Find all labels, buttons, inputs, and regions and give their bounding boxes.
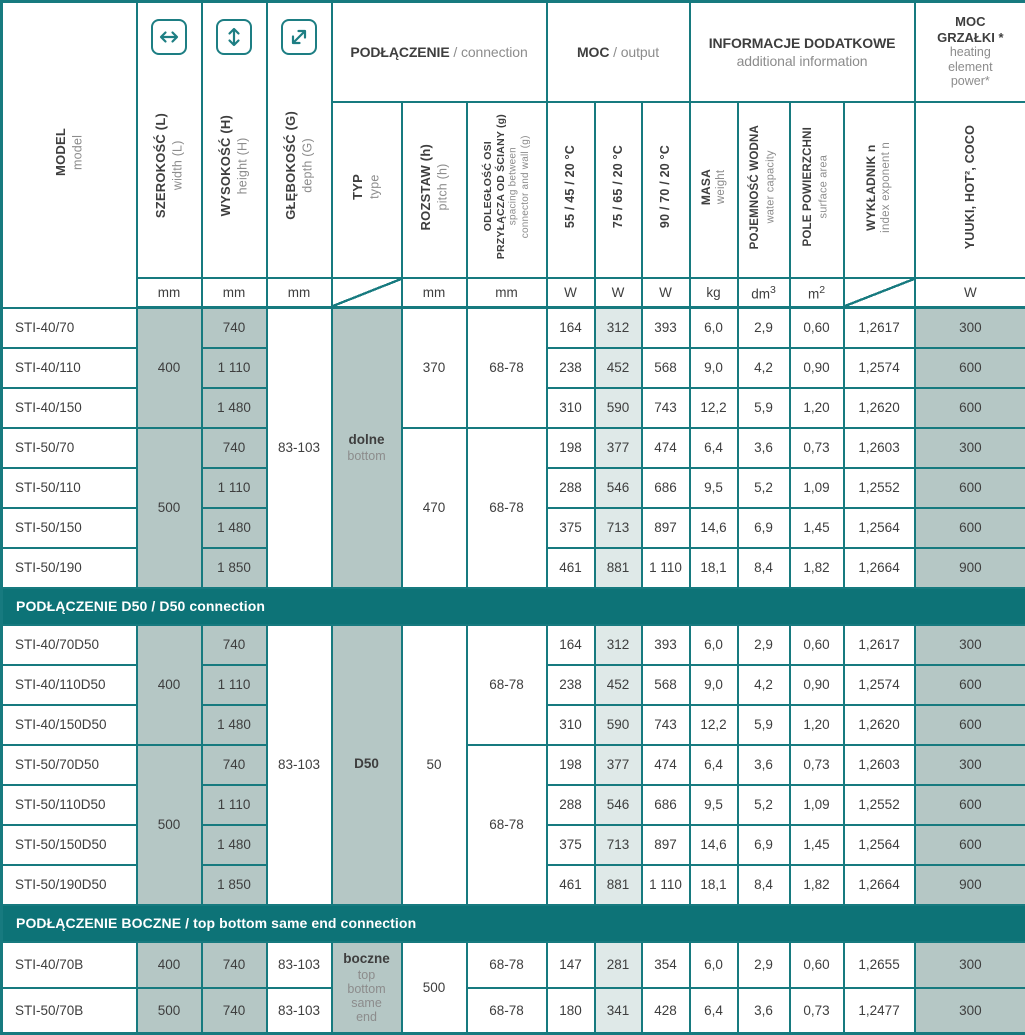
data-cell: 18,1	[690, 548, 738, 588]
type-cell	[332, 625, 402, 905]
data-cell: 18,1	[690, 865, 738, 905]
data-cell: 2,9	[738, 942, 790, 988]
table-row	[2, 625, 1025, 665]
type-label-en: type	[367, 174, 384, 200]
data-cell: 8,4	[738, 865, 790, 905]
model-cell: STI-50/110	[2, 468, 137, 508]
data-cell: 3,6	[738, 988, 790, 1034]
data-cell: 600	[915, 508, 1025, 548]
model-label-en: model	[70, 128, 87, 176]
col-header-depth	[267, 2, 332, 278]
data-cell: 288	[547, 468, 595, 508]
col-header-brands	[915, 102, 1025, 278]
spacing-label-pl2: PRZYŁĄCZA OD ŚCIANY (g)	[494, 114, 507, 259]
data-cell: 590	[595, 705, 642, 745]
data-cell: 1 850	[202, 865, 267, 905]
model-cell: STI-40/110	[2, 348, 137, 388]
data-cell: 6,4	[690, 428, 738, 468]
connection-group-en: / connection	[450, 44, 528, 60]
data-cell: 600	[915, 348, 1025, 388]
heater-label-en1: heating	[916, 45, 1025, 60]
table-body	[2, 308, 1025, 1034]
output-group-en: / output	[609, 44, 659, 60]
data-cell: 0,73	[790, 428, 844, 468]
section-band-row	[2, 905, 1025, 942]
info-group-en: additional information	[691, 52, 914, 70]
data-cell: 0,60	[790, 625, 844, 665]
pitch-label-en: pitch (h)	[434, 144, 451, 230]
data-cell: 300	[915, 745, 1025, 785]
model-cell: STI-40/110D50	[2, 665, 137, 705]
surface-label-en: surface area	[817, 127, 832, 246]
data-cell: 1,2620	[844, 705, 915, 745]
type-main-label: D50	[333, 756, 401, 773]
data-cell: 1,09	[790, 468, 844, 508]
data-cell: 1 110	[202, 785, 267, 825]
exponent-label-en: index exponent n	[879, 142, 895, 233]
data-cell: 452	[595, 348, 642, 388]
table-row	[2, 745, 1025, 785]
data-cell: 1,20	[790, 388, 844, 428]
unit-weight: kg	[690, 278, 738, 308]
data-cell: 180	[547, 988, 595, 1034]
data-cell: 743	[642, 388, 690, 428]
data-cell: 900	[915, 548, 1025, 588]
data-cell: 0,73	[790, 745, 844, 785]
data-cell: 500	[137, 428, 202, 588]
data-cell: 400	[137, 625, 202, 745]
data-cell: 5,2	[738, 785, 790, 825]
data-cell: 546	[595, 785, 642, 825]
temp-55-label: 55 / 45 / 20 °C	[562, 145, 579, 228]
data-cell: 83-103	[267, 988, 332, 1034]
data-cell: 5,2	[738, 468, 790, 508]
data-cell: 300	[915, 625, 1025, 665]
data-cell: 897	[642, 508, 690, 548]
data-cell: 341	[595, 988, 642, 1034]
weight-label-en: weight	[714, 169, 730, 205]
info-group-pl: INFORMACJE DODATKOWE	[691, 34, 914, 52]
data-cell: 354	[642, 942, 690, 988]
data-cell: 6,0	[690, 308, 738, 348]
type-sub-label: top	[333, 968, 401, 982]
data-cell: 4,2	[738, 348, 790, 388]
data-cell: 1,2655	[844, 942, 915, 988]
data-cell: 1,82	[790, 865, 844, 905]
table-row	[2, 308, 1025, 348]
table-row	[2, 988, 1025, 1034]
col-header-surface-area	[790, 102, 844, 278]
data-cell: 1,2564	[844, 825, 915, 865]
data-cell: 3,6	[738, 428, 790, 468]
data-cell: 198	[547, 428, 595, 468]
col-header-output-75	[595, 102, 642, 278]
data-cell: 68-78	[467, 625, 547, 745]
data-cell: 198	[547, 745, 595, 785]
section-band-row	[2, 588, 1025, 625]
data-cell: 600	[915, 705, 1025, 745]
data-cell: 1,45	[790, 825, 844, 865]
capacity-label-pl: POJEMNOŚĆ WODNA	[748, 125, 764, 249]
unit-height: mm	[202, 278, 267, 308]
data-cell: 1,2477	[844, 988, 915, 1034]
data-cell: 713	[595, 508, 642, 548]
model-label-pl: MODEL	[52, 128, 70, 176]
width-label-en: width (L)	[169, 113, 186, 218]
data-cell: 3,6	[738, 745, 790, 785]
data-cell: 461	[547, 865, 595, 905]
unit-output-90: W	[642, 278, 690, 308]
data-cell: 740	[202, 625, 267, 665]
data-cell: 1 480	[202, 388, 267, 428]
data-cell: 0,90	[790, 348, 844, 388]
data-cell: 4,2	[738, 665, 790, 705]
data-cell: 300	[915, 428, 1025, 468]
data-cell: 310	[547, 388, 595, 428]
data-cell: 1,2620	[844, 388, 915, 428]
unit-heater: W	[915, 278, 1025, 308]
data-cell: 68-78	[467, 942, 547, 988]
data-cell: 740	[202, 942, 267, 988]
col-header-type	[332, 102, 402, 278]
data-cell: 740	[202, 745, 267, 785]
unit-type-diagonal	[332, 278, 402, 308]
data-cell: 9,0	[690, 348, 738, 388]
data-cell: 300	[915, 942, 1025, 988]
unit-surface: $m^2$	[790, 278, 844, 308]
col-header-output-55	[547, 102, 595, 278]
model-cell: STI-40/70	[2, 308, 137, 348]
temp-90-label: 90 / 70 / 20 °C	[657, 145, 674, 228]
data-cell: 68-78	[467, 988, 547, 1034]
data-cell: 5,9	[738, 388, 790, 428]
capacity-label-en: water capacity	[764, 125, 779, 249]
depth-label-en: depth (G)	[299, 111, 316, 220]
table-row	[2, 428, 1025, 468]
model-cell: STI-50/70D50	[2, 745, 137, 785]
data-cell: 83-103	[267, 625, 332, 905]
data-cell: 1,2617	[844, 625, 915, 665]
data-cell: 881	[595, 548, 642, 588]
data-cell: 310	[547, 705, 595, 745]
type-main-label: boczne	[333, 951, 401, 968]
unit-pitch: mm	[402, 278, 467, 308]
data-cell: 9,5	[690, 468, 738, 508]
height-arrow-icon	[216, 19, 252, 55]
depth-label-pl: GŁĘBOKOŚĆ (G)	[282, 111, 300, 220]
data-cell: 1 480	[202, 705, 267, 745]
data-cell: 238	[547, 348, 595, 388]
data-cell: 300	[915, 988, 1025, 1034]
data-cell: 900	[915, 865, 1025, 905]
data-cell: 147	[547, 942, 595, 988]
type-sub-label: bottom	[333, 449, 401, 463]
data-cell: 470	[402, 428, 467, 588]
model-cell: STI-50/190D50	[2, 865, 137, 905]
data-cell: 377	[595, 428, 642, 468]
data-cell: 50	[402, 625, 467, 905]
data-cell: 288	[547, 785, 595, 825]
data-cell: 600	[915, 665, 1025, 705]
unit-exponent-diagonal	[844, 278, 915, 308]
model-cell: STI-50/110D50	[2, 785, 137, 825]
data-cell: 686	[642, 785, 690, 825]
data-cell: 312	[595, 308, 642, 348]
data-cell: 500	[137, 988, 202, 1034]
data-cell: 600	[915, 785, 1025, 825]
data-cell: 500	[137, 745, 202, 905]
data-cell: 14,6	[690, 825, 738, 865]
data-cell: 375	[547, 508, 595, 548]
output-group-pl: MOC	[577, 44, 609, 60]
type-main-label: dolne	[333, 432, 401, 449]
data-cell: 740	[202, 428, 267, 468]
data-cell: 83-103	[267, 942, 332, 988]
data-cell: 686	[642, 468, 690, 508]
data-cell: 2,9	[738, 308, 790, 348]
data-cell: 164	[547, 308, 595, 348]
data-cell: 0,60	[790, 308, 844, 348]
data-cell: 9,0	[690, 665, 738, 705]
data-cell: 6,0	[690, 942, 738, 988]
data-cell: 377	[595, 745, 642, 785]
data-cell: 568	[642, 348, 690, 388]
col-header-weight	[690, 102, 738, 278]
exponent-label-pl: WYKŁADNIK n	[863, 142, 879, 233]
depth-arrow-icon	[281, 19, 317, 55]
data-cell: 1 480	[202, 508, 267, 548]
model-cell: STI-50/70B	[2, 988, 137, 1034]
col-header-water-capacity	[738, 102, 790, 278]
data-cell: 370	[402, 308, 467, 428]
col-header-index-exponent	[844, 102, 915, 278]
connection-group-pl: PODŁĄCZENIE	[350, 44, 449, 60]
type-cell	[332, 308, 402, 588]
data-cell: 1 110	[642, 865, 690, 905]
data-cell: 740	[202, 988, 267, 1034]
data-cell: 1,2574	[844, 348, 915, 388]
heater-label-en2: element	[916, 60, 1025, 75]
data-cell: 1,2603	[844, 428, 915, 468]
data-cell: 393	[642, 308, 690, 348]
group-header-heating-element	[915, 2, 1025, 102]
data-cell: 474	[642, 428, 690, 468]
col-header-width	[137, 2, 202, 278]
data-cell: 0,60	[790, 942, 844, 988]
data-cell: 2,9	[738, 625, 790, 665]
data-cell: 600	[915, 388, 1025, 428]
data-cell: 9,5	[690, 785, 738, 825]
data-cell: 400	[137, 308, 202, 428]
model-cell: STI-50/150	[2, 508, 137, 548]
data-cell: 1,2574	[844, 665, 915, 705]
data-cell: 6,9	[738, 508, 790, 548]
data-cell: 6,9	[738, 825, 790, 865]
data-cell: 546	[595, 468, 642, 508]
data-cell: 1,09	[790, 785, 844, 825]
data-cell: 6,0	[690, 625, 738, 665]
data-cell: 12,2	[690, 388, 738, 428]
data-cell: 590	[595, 388, 642, 428]
type-sub-label: end	[333, 1010, 401, 1024]
data-cell: 375	[547, 825, 595, 865]
col-header-wall-spacing	[467, 102, 547, 278]
data-cell: 600	[915, 825, 1025, 865]
data-cell: 8,4	[738, 548, 790, 588]
heater-label-en3: power*	[916, 74, 1025, 89]
data-cell: 1 110	[642, 548, 690, 588]
data-cell: 6,4	[690, 745, 738, 785]
data-cell: 1 480	[202, 825, 267, 865]
unit-output-55: W	[547, 278, 595, 308]
data-cell: 1,82	[790, 548, 844, 588]
model-cell: STI-40/70D50	[2, 625, 137, 665]
data-cell: 500	[402, 942, 467, 1034]
data-cell: 1,2552	[844, 785, 915, 825]
col-header-model	[2, 2, 137, 308]
table-row	[2, 942, 1025, 988]
unit-depth: mm	[267, 278, 332, 308]
data-cell: 83-103	[267, 308, 332, 588]
data-cell: 740	[202, 308, 267, 348]
data-cell: 312	[595, 625, 642, 665]
data-cell: 743	[642, 705, 690, 745]
data-cell: 12,2	[690, 705, 738, 745]
model-cell: STI-50/70	[2, 428, 137, 468]
data-cell: 164	[547, 625, 595, 665]
brands-label: YUUKI, HOT², COCO	[962, 125, 979, 249]
type-cell	[332, 942, 402, 1034]
data-cell: 713	[595, 825, 642, 865]
type-sub-label: bottom	[333, 982, 401, 996]
group-header-output	[547, 2, 690, 102]
data-cell: 452	[595, 665, 642, 705]
data-cell: 1 850	[202, 548, 267, 588]
data-cell: 428	[642, 988, 690, 1034]
data-cell: 1 110	[202, 468, 267, 508]
col-header-output-90	[642, 102, 690, 278]
height-label-en: height (H)	[234, 115, 251, 216]
unit-capacity: $dm^3$	[738, 278, 790, 308]
col-header-height	[202, 2, 267, 278]
heater-label-pl1: MOC	[916, 14, 1025, 29]
model-cell: STI-40/150	[2, 388, 137, 428]
model-cell: STI-50/190	[2, 548, 137, 588]
data-cell: 461	[547, 548, 595, 588]
temp-75-label: 75 / 65 / 20 °C	[610, 145, 627, 228]
pitch-label-pl: ROZSTAW (h)	[417, 144, 435, 230]
data-cell: 0,73	[790, 988, 844, 1034]
data-cell: 1,2552	[844, 468, 915, 508]
data-cell: 68-78	[467, 428, 547, 588]
data-cell: 1,2664	[844, 548, 915, 588]
data-cell: 1,2617	[844, 308, 915, 348]
data-cell: 281	[595, 942, 642, 988]
data-cell: 393	[642, 625, 690, 665]
data-cell: 897	[642, 825, 690, 865]
spacing-label-en2: connector and wall (g)	[519, 114, 531, 259]
model-cell: STI-40/70B	[2, 942, 137, 988]
data-cell: 1 110	[202, 665, 267, 705]
unit-spacing: mm	[467, 278, 547, 308]
data-cell: 1,45	[790, 508, 844, 548]
height-label-pl: WYSOKOŚĆ (H)	[217, 115, 235, 216]
unit-width: mm	[137, 278, 202, 308]
data-cell: 1,2603	[844, 745, 915, 785]
model-cell: STI-40/150D50	[2, 705, 137, 745]
data-cell: 5,9	[738, 705, 790, 745]
data-cell: 1,20	[790, 705, 844, 745]
data-cell: 1,2564	[844, 508, 915, 548]
width-label-pl: SZEROKOŚĆ (L)	[152, 113, 170, 218]
data-cell: 68-78	[467, 308, 547, 428]
group-header-additional-info	[690, 2, 915, 102]
spacing-label-pl1: ODLEGŁOŚĆ OSI	[482, 114, 495, 259]
data-cell: 1,2664	[844, 865, 915, 905]
spacing-label-en1: spacing between	[507, 114, 519, 259]
data-cell: 238	[547, 665, 595, 705]
data-cell: 1 110	[202, 348, 267, 388]
weight-label-pl: MASA	[698, 169, 714, 205]
width-arrow-icon	[151, 19, 187, 55]
data-cell: 568	[642, 665, 690, 705]
data-cell: 68-78	[467, 745, 547, 905]
data-cell: 474	[642, 745, 690, 785]
data-cell: 600	[915, 468, 1025, 508]
surface-label-pl: POLE POWIERZCHNI	[801, 127, 817, 246]
type-sub-label: same	[333, 996, 401, 1010]
heater-label-pl2: GRZAŁKI *	[916, 30, 1025, 45]
model-cell: STI-50/150D50	[2, 825, 137, 865]
data-cell: 400	[137, 942, 202, 988]
data-cell: 6,4	[690, 988, 738, 1034]
data-cell: 14,6	[690, 508, 738, 548]
data-cell: 881	[595, 865, 642, 905]
type-label-pl: TYP	[349, 174, 367, 200]
data-cell: 300	[915, 308, 1025, 348]
data-cell: 0,90	[790, 665, 844, 705]
group-header-connection	[332, 2, 547, 102]
col-header-pitch	[402, 102, 467, 278]
section-header: PODŁĄCZENIE BOCZNE / top bottom same end connection	[2, 905, 1025, 942]
section-header: PODŁĄCZENIE D50 / D50 connection	[2, 588, 1025, 625]
unit-output-75: W	[595, 278, 642, 308]
